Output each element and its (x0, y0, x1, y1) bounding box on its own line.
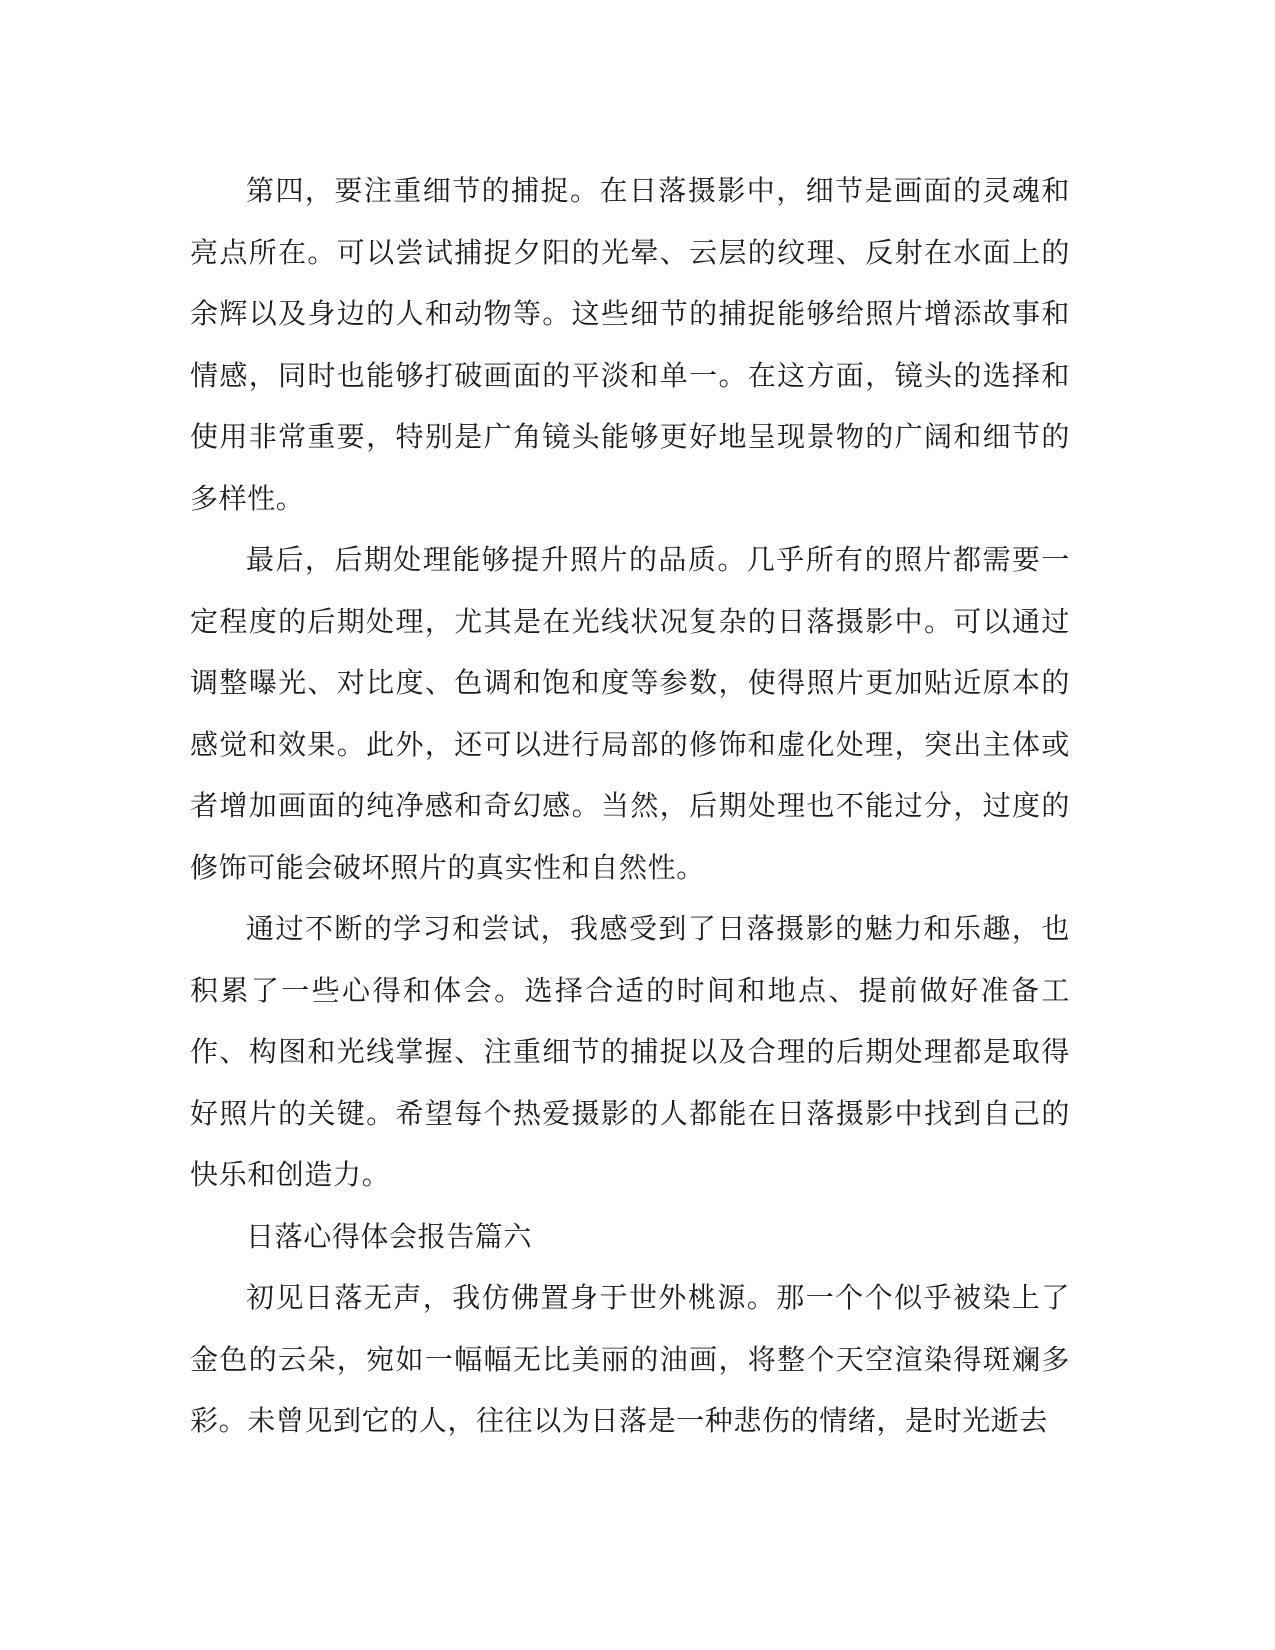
paragraph-post-processing: 最后，后期处理能够提升照片的品质。几乎所有的照片都需要一定程度的后期处理，尤其是在光线状况复杂的日落摄影中。可以通过调整曝光、对比度、色调和饱和度等参数，使得照片更加贴近原本的感觉和效果。此外，还可以进行局部的修饰和虚化处理，突出主体或者增加画面的纯净感和奇幻感。当然，后期处理也不能过分，过度的修饰可能会破坏照片的真实性和自然性。 (190, 543, 1070, 884)
paragraph-first-sunset: 初见日落无声，我仿佛置身于世外桃源。那一个个似乎被染上了金色的云朵，宛如一幅幅无比美丽的油画，将整个天空渲染得斑斓多彩。未曾见到它的人，往往以为日落是一种悲伤的情绪，是时光逝去 (190, 1281, 1070, 1437)
paragraph-detail-capture: 第四，要注重细节的捕捉。在日落摄影中，细节是画面的灵魂和亮点所在。可以尝试捕捉夕阳的光晕、云层的纹理、反射在水面上的余辉以及身边的人和动物等。这些细节的捕捉能够给照片增添故事和情感，同时也能够打破画面的平淡和单一。在这方面，镜头的选择和使用非常重要，特别是广角镜头能够更好地呈现景物的广阔和细节的多样性。 (190, 174, 1070, 515)
paragraph-conclusion: 通过不断的学习和尝试，我感受到了日落摄影的魅力和乐趣，也积累了一些心得和体会。选择合适的时间和地点、提前做好准备工作、构图和光线掌握、注重细节的捕捉以及合理的后期处理都是取得好照片的关键。希望每个热爱摄影的人都能在日落摄影中找到自己的快乐和创造力。 (190, 912, 1070, 1191)
section-heading: 日落心得体会报告篇六 (246, 1219, 533, 1253)
document-body (190, 160, 1070, 1452)
